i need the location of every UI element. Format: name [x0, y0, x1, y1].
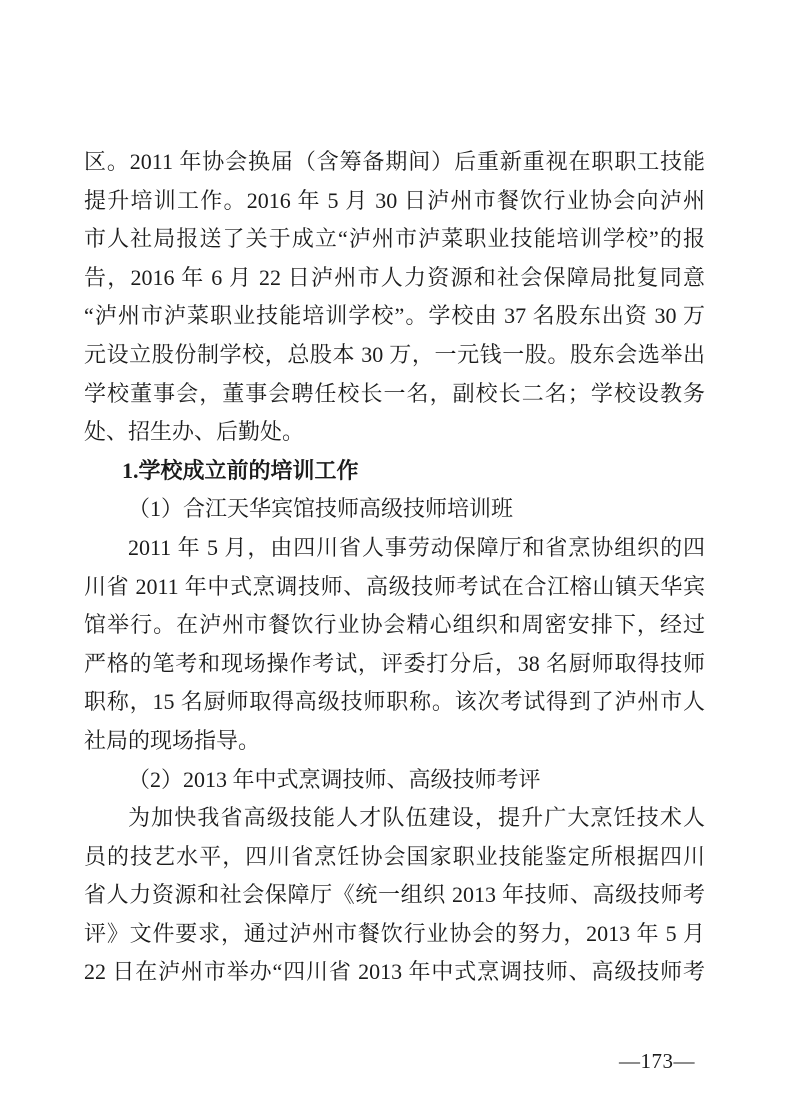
- text-line: 22 日在泸州市举办“四川省 2013 年中式烹调技师、高级技师考: [84, 959, 705, 985]
- text-line: 省人力资源和社会保障厅《统一组织 2013 年技师、高级技师考: [84, 882, 705, 908]
- text-line: 处、招生办、后勤处。: [84, 419, 305, 445]
- text-line: 为加快我省高级技能人才队伍建设，提升广大烹饪技术人: [128, 805, 705, 831]
- list-item-line: （2）2013 年中式烹调技师、高级技师考评: [128, 766, 541, 792]
- text-line: 川省 2011 年中式烹调技师、高级技师考试在合江榕山镇天华宾: [84, 573, 705, 599]
- text-line: 职称，15 名厨师取得高级技师职称。该次考试得到了泸州市人: [84, 689, 705, 715]
- text-line: 元设立股份制学校，总股本 30 万，一元钱一股。股东会选举出: [84, 341, 705, 367]
- text-line: 学校董事会，董事会聘任校长一名，副校长二名；学校设教务: [84, 380, 705, 406]
- text-line: 社局的现场指导。: [84, 727, 261, 753]
- text-line: 馆举行。在泸州市餐饮行业协会精心组织和周密安排下，经过: [84, 612, 705, 638]
- text-line: “泸州市泸菜职业技能培训学校”。学校由 37 名股东出资 30 万: [84, 303, 705, 329]
- text-line: 严格的笔考和现场操作考试，评委打分后，38 名厨师取得技师: [84, 650, 705, 676]
- text-line: 评》文件要求，通过泸州市餐饮行业协会的努力，2013 年 5 月: [84, 920, 705, 946]
- list-item-line: （1）合江天华宾馆技师高级技师培训班: [128, 496, 514, 522]
- text-line: 2011 年 5 月，由四川省人事劳动保障厅和省烹协组织的四: [128, 534, 705, 560]
- text-line: 市人社局报送了关于成立“泸州市泸菜职业技能培训学校”的报: [84, 226, 705, 252]
- text-line: 员的技艺水平，四川省烹饪协会国家职业技能鉴定所根据四川: [84, 843, 705, 869]
- page-number: —173—: [619, 1049, 695, 1073]
- text-line: 提升培训工作。2016 年 5 月 30 日泸州市餐饮行业协会向泸州: [84, 187, 705, 213]
- page-body: [84, 143, 705, 992]
- text-line: 区。2011 年协会换届（含筹备期间）后重新重视在职职工技能: [84, 149, 705, 174]
- section-heading: 1.学校成立前的培训工作: [122, 457, 359, 483]
- text-line: 告，2016 年 6 月 22 日泸州市人力资源和社会保障局批复同意: [84, 264, 705, 290]
